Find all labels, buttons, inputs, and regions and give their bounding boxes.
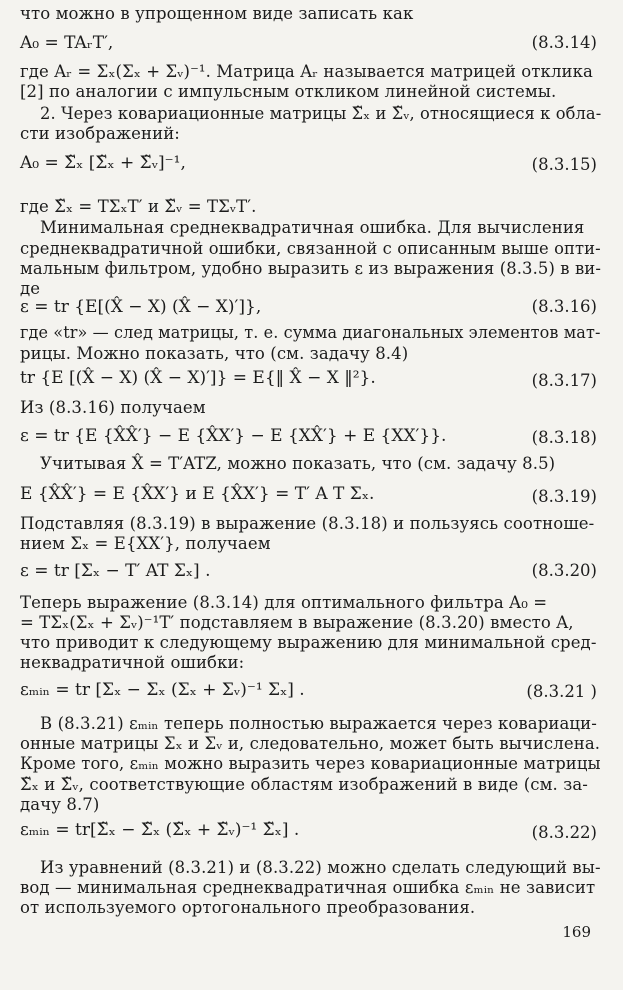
equation-8-3-18: ε = tr {E {X̂X̂′} − E {X̂X′} − E {XX̂′} + E {XX′}}. [20, 426, 447, 446]
text-line: вод — минимальная среднеквадратичная ошибка εₘᵢₙ не зависит [20, 878, 596, 897]
equation-8-3-17: tr {E [(X̂ − X) (X̂ − X)′]} = E{‖ X̂ − X ‖²}. [20, 368, 376, 388]
equation-number: (8.3.21 ) [526, 682, 597, 701]
text-line: где Σ̃ₓ = TΣₓT′ и Σ̃ᵥ = TΣᵥT′. [20, 197, 257, 216]
text-line: Из (8.3.16) получаем [20, 398, 206, 417]
text-line: сти изображений: [20, 124, 180, 143]
text-line: дачу 8.7) [20, 795, 100, 814]
text-line: = TΣₓ(Σₓ + Σᵥ)⁻¹T′ подставляем в выражение (8.3.20) вместо A, [20, 613, 574, 632]
text-line: Минимальная среднеквадратичная ошибка. Для вычисления [40, 218, 585, 237]
equation-8-3-21: εₘᵢₙ = tr [Σₓ − Σₓ (Σₓ + Σᵥ)⁻¹ Σₓ] . [20, 680, 305, 700]
text-line: где «tr» — след матрицы, т. е. сумма диагональных элементов мат- [20, 323, 601, 342]
text-line: Теперь выражение (8.3.14) для оптимального фильтра A₀ = [20, 593, 548, 612]
equation-number: (8.3.16) [531, 297, 597, 316]
text-line: Из уравнений (8.3.21) и (8.3.22) можно сделать следующий вы- [40, 858, 601, 877]
equation-8-3-14: A₀ = TAᵣT′, [20, 33, 114, 53]
equation-number: (8.3.19) [531, 487, 597, 506]
text-line: от используемого ортогонального преобразования. [20, 898, 476, 917]
equation-number: (8.3.15) [531, 155, 597, 174]
equation-8-3-16: ε = tr {E[(X̂ − X) (X̂ − X)′]}, [20, 297, 262, 317]
equation-number: (8.3.18) [531, 428, 597, 447]
equation-number: (8.3.22) [531, 823, 597, 842]
equation-8-3-15: A₀ = Σ̃ₓ [Σ̃ₓ + Σ̃ᵥ]⁻¹, [20, 153, 186, 173]
equation-8-3-20: ε = tr [Σₓ − T′ AT Σₓ] . [20, 561, 211, 581]
text-line: Кроме того, εₘᵢₙ можно выразить через ковариационные матрицы [20, 754, 601, 773]
equation-number: (8.3.20) [531, 561, 597, 580]
text-line: онные матрицы Σₓ и Σᵥ и, следовательно, может быть вычислена. [20, 734, 601, 753]
text-line: неквадратичной ошибки: [20, 653, 245, 672]
text-line: нием Σₓ = E{XX′}, получаем [20, 534, 271, 553]
equation-8-3-22: εₘᵢₙ = tr[Σ̃ₓ − Σ̃ₓ (Σ̃ₓ + Σ̃ᵥ)⁻¹ Σ̃ₓ] . [20, 820, 300, 840]
text-line: Учитывая X̂ = T′ATZ, можно показать, что (см. задачу 8.5) [40, 454, 556, 473]
text-line: что можно в упрощенном виде записать как [20, 4, 414, 23]
text-line: что приводит к следующему выражению для минимальной сред- [20, 633, 597, 652]
text-line: де [20, 279, 41, 298]
text-line: Σ̃ₓ и Σ̃ᵥ, соответствующие областям изображений в виде (см. за- [20, 775, 588, 794]
equation-number: (8.3.14) [531, 33, 597, 52]
equation-number: (8.3.17) [531, 371, 597, 390]
page-number: 169 [562, 923, 591, 941]
text-line: рицы. Можно показать, что (см. задачу 8.4) [20, 344, 409, 363]
text-line: Подставляя (8.3.19) в выражение (8.3.18) и пользуясь соотноше- [20, 514, 595, 533]
text-line: В (8.3.21) εₘᵢₙ теперь полностью выражается через ковариаци- [40, 714, 597, 733]
text-line: где Aᵣ = Σₓ(Σₓ + Σᵥ)⁻¹. Матрица Aᵣ называется матрицей отклика [20, 62, 593, 81]
text-line: мальным фильтром, удобно выразить ε из выражения (8.3.5) в ви- [20, 259, 601, 278]
equation-8-3-19: E {X̂X̂′} = E {X̂X′} и E {X̂X′} = T′ A T Σₓ. [20, 484, 375, 504]
text-line: среднеквадратичной ошибки, связанной с описанным выше опти- [20, 239, 601, 258]
text-line: [2] по аналогии с импульсным откликом линейной системы. [20, 82, 557, 101]
text-line: 2. Через ковариационные матрицы Σ̃ₓ и Σ̃ᵥ, относящиеся к обла- [40, 104, 602, 123]
